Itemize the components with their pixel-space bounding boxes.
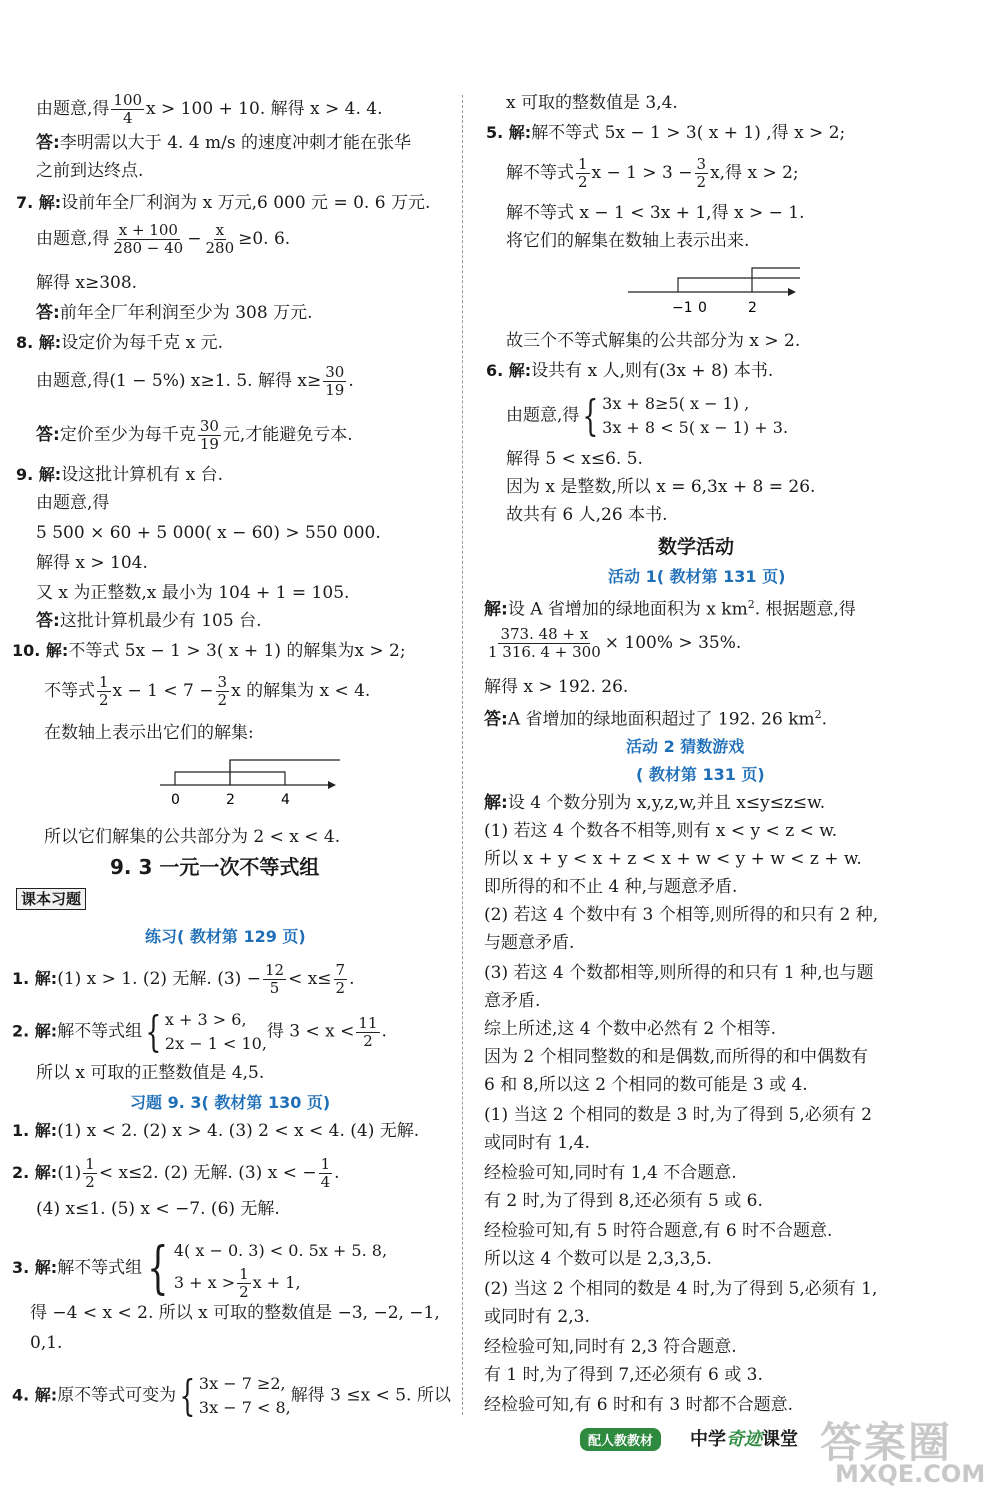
g2: (1) 若这 4 个数各不相等,则有 x < y < z < w. xyxy=(484,821,838,841)
r5-b: 解不等式 $\frac{1}{2}$ x − 1 > 3 − $\frac{3}{2}$ x,得 x > 2; xyxy=(506,155,799,191)
q9-c: 5 500 × 60 + 5 000( x − 60) > 550 000. xyxy=(36,523,381,543)
g7: (3) 若这 4 个数都相等,则所得的和只有 1 种,也与题 xyxy=(484,963,874,983)
r6-d: 因为 x 是整数,所以 x = 6,3x + 8 = 26. xyxy=(506,477,816,497)
line-l1: 由题意,得 $\frac{100}{4}$ x > 100 + 10. 解得 x > 4. 4. xyxy=(36,91,383,127)
g19: 或同时有 2,3. xyxy=(484,1307,590,1327)
exercise-93-title: 习题 9. 3( 教材第 130 页) xyxy=(130,1093,331,1112)
f2-c: (4) x≤1. (5) x < −7. (6) 无解. xyxy=(36,1199,280,1219)
g14: 经检验可知,同时有 1,4 不合题意. xyxy=(484,1163,737,1183)
brand-logo: 中学奇迹课堂 xyxy=(690,1429,798,1450)
tick-label-4: 4 xyxy=(281,792,290,808)
solution-set-1 xyxy=(678,278,800,292)
f3-line: 3. 解:解不等式组{ 4( x − 0. 3) < 0. 5x + 5. 8, 3 + x > $\frac{1}{2}$ x + 1, xyxy=(12,1235,388,1301)
a1-c: 解得 x > 192. 26. xyxy=(484,677,629,697)
q7-line: 7. 解:设前年全厂利润为 x 万元,6 000 元 = 0. 6 万元. xyxy=(16,193,431,213)
activity-2-subtitle: ( 教材第 131 页) xyxy=(636,765,765,784)
r5-c: 解不等式 x − 1 < 3x + 1,得 x > − 1. xyxy=(506,203,805,223)
textbook-exercise-label: 课本习题 xyxy=(16,888,86,910)
tick-label-0: 0 xyxy=(171,792,180,808)
g8: 意矛盾. xyxy=(484,991,541,1011)
f3-c: 得 −4 < x < 2. 所以 x 可取的整数值是 −3, −2, −1, xyxy=(30,1303,440,1323)
q8-equation: 由题意,得(1 − 5%) x≥1. 5. 解得 x≥ $\frac{30}{19}$ . xyxy=(36,363,354,399)
q10-c: 在数轴上表示出它们的解集: xyxy=(44,723,254,743)
axis-arrow xyxy=(788,288,796,296)
g11: 6 和 8,所以这 2 个相同的数可能是 3 或 4. xyxy=(484,1075,808,1095)
q8-line: 8. 解:设定价为每千克 x 元. xyxy=(16,333,223,353)
r1: x 可取的整数值是 3,4. xyxy=(506,93,678,113)
g6: 与题意矛盾. xyxy=(484,933,575,953)
tick-label-2: 2 xyxy=(748,300,757,316)
column-divider xyxy=(462,95,463,1415)
r6-c: 解得 5 < x≤6. 5. xyxy=(506,449,643,469)
line-l2: 答:李明需以大于 4. 4 m/s 的速度冲刺才能在张华 xyxy=(36,133,412,153)
q9-d: 解得 x > 104. xyxy=(36,553,148,573)
a1-equation: $\frac{373. 48 + x}{1 316. 4 + 300}$ × 100% > 35%. xyxy=(488,625,742,661)
g18: (2) 当这 2 个相同的数是 4 时,为了得到 5,必须有 1, xyxy=(484,1279,878,1299)
r5-line: 5. 解:解不等式 5x − 1 > 3( x + 1) ,得 x > 2; xyxy=(486,123,846,143)
r6-line: 6. 解:设共有 x 人,则有(3x + 8) 本书. xyxy=(486,361,774,381)
q8-answer: 答:定价至少为每千克 $\frac{30}{19}$ 元,才能避免亏本. xyxy=(36,417,353,453)
q9-answer: 答:这批计算机最少有 105 台. xyxy=(36,611,262,631)
f3-d: 0,1. xyxy=(30,1333,63,1353)
g5: (2) 若这 4 个数中有 3 个相等,则所得的和只有 2 种, xyxy=(484,905,879,925)
e1-line: 1. 解:(1) x > 1. (2) 无解. (3) − $\frac{12}{5}$ < x≤ $\frac{7}{2}$ . xyxy=(12,961,355,997)
g15: 有 2 时,为了得到 8,还必须有 5 或 6. xyxy=(484,1191,763,1211)
r6-e: 故共有 6 人,26 本书. xyxy=(506,505,668,525)
a1-line: 解:设 A 省增加的绿地面积为 x $km^2$. 根据题意,得 xyxy=(484,598,856,620)
g9: 综上所述,这 4 个数中必然有 2 个相等. xyxy=(484,1019,777,1039)
g10: 因为 2 个相同整数的和是偶数,而所得的和中偶数有 xyxy=(484,1047,869,1067)
q10-b: 不等式 $\frac{1}{2}$ x − 1 < 7 − $\frac{3}{2}$ x 的解集为 x < 4. xyxy=(44,673,371,709)
math-activity-title: 数学活动 xyxy=(658,536,735,558)
tick-label-neg1: −1 xyxy=(672,300,693,316)
r6-system: 由题意,得{ 3x + 8≥5( x − 1) , 3x + 8 < 5( x − 1) + 3. xyxy=(506,391,789,440)
number-line-1 xyxy=(150,752,340,812)
watermark: 答案圈 xyxy=(820,1418,953,1467)
q10-line: 10. 解:不等式 5x − 1 > 3( x + 1) 的解集为x > 2; xyxy=(12,641,406,661)
number-line-2 xyxy=(620,262,800,318)
q9-b: 由题意,得 xyxy=(36,493,110,513)
g13: 或同时有 1,4. xyxy=(484,1133,590,1153)
activity-1-title: 活动 1( 教材第 131 页) xyxy=(608,567,786,586)
q9-e: 又 x 为正整数,x 最小为 104 + 1 = 105. xyxy=(36,583,350,603)
f2-line: 2. 解:(1) $\frac{1}{2}$ < x≤2. (2) 无解. (3) x < − $\frac{1}{4}$ . xyxy=(12,1155,340,1191)
q9-line: 9. 解:设这批计算机有 x 台. xyxy=(16,465,223,485)
tick-label-2: 2 xyxy=(226,792,235,808)
r5-d: 将它们的解集在数轴上表示出来. xyxy=(506,231,750,251)
q10-d: 所以它们解集的公共部分为 2 < x < 4. xyxy=(44,827,341,847)
e2-line: 2. 解:解不等式组{ x + 3 > 6, 2x − 1 < 10,得 3 < x < $\frac{11}{2}$ . xyxy=(12,1007,387,1056)
section-title: 9. 3 一元一次不等式组 xyxy=(110,855,320,879)
a1-answer: 答:A 省增加的绿地面积超过了 192. 26 $km^2$. xyxy=(484,708,828,730)
q7-solve: 解得 x≥308. xyxy=(36,273,138,293)
e2-c: 所以 x 可取的正整数值是 4,5. xyxy=(36,1063,265,1083)
solution-set-2 xyxy=(752,268,800,292)
line-l3: 之前到达终点. xyxy=(36,161,144,181)
g1: 解:设 4 个数分别为 x,y,z,w,并且 x≤y≤z≤w. xyxy=(484,793,826,813)
textbook-badge: 配人教教材 xyxy=(580,1428,661,1451)
f4-line: 4. 解:原不等式可变为{ 3x − 7 ≥2, 3x − 7 < 8,解得 3 ≤x < 5. 所以 xyxy=(12,1371,451,1420)
q7-answer: 答:前年全厂年利润至少为 308 万元. xyxy=(36,303,313,323)
q7-equation: 由题意,得 $\frac{x + 100}{280 - 40}$ − $\frac{x}{280}$ ≥0. 6. xyxy=(36,221,291,257)
f1-line: 1. 解:(1) x < 2. (2) x > 4. (3) 2 < x < 4. (4) 无解. xyxy=(12,1121,420,1141)
exercise-title: 练习( 教材第 129 页) xyxy=(145,927,306,946)
g3: 所以 x + y < x + z < x + w < y + w < z + w. xyxy=(484,849,862,869)
g16: 经检验可知,有 5 时符合题意,有 6 时不合题意. xyxy=(484,1221,833,1241)
tick-label-0: 0 xyxy=(698,300,707,316)
g21: 有 1 时,为了得到 7,还必须有 6 或 3. xyxy=(484,1365,763,1385)
g17: 所以这 4 个数可以是 2,3,3,5. xyxy=(484,1249,712,1269)
g22: 经检验可知,有 6 时和有 3 时都不合题意. xyxy=(484,1395,794,1415)
g12: (1) 当这 2 个相同的数是 3 时,为了得到 5,必须有 2 xyxy=(484,1105,872,1125)
r5-e: 故三个不等式解集的公共部分为 x > 2. xyxy=(506,331,801,351)
g4: 即所得的和不止 4 种,与题意矛盾. xyxy=(484,877,738,897)
g20: 经检验可知,同时有 2,3 符合题意. xyxy=(484,1337,737,1357)
axis-arrow xyxy=(328,781,336,789)
watermark-url: MXQE.COM xyxy=(835,1460,986,1488)
activity-2-title: 活动 2 猜数游戏 xyxy=(626,737,745,756)
